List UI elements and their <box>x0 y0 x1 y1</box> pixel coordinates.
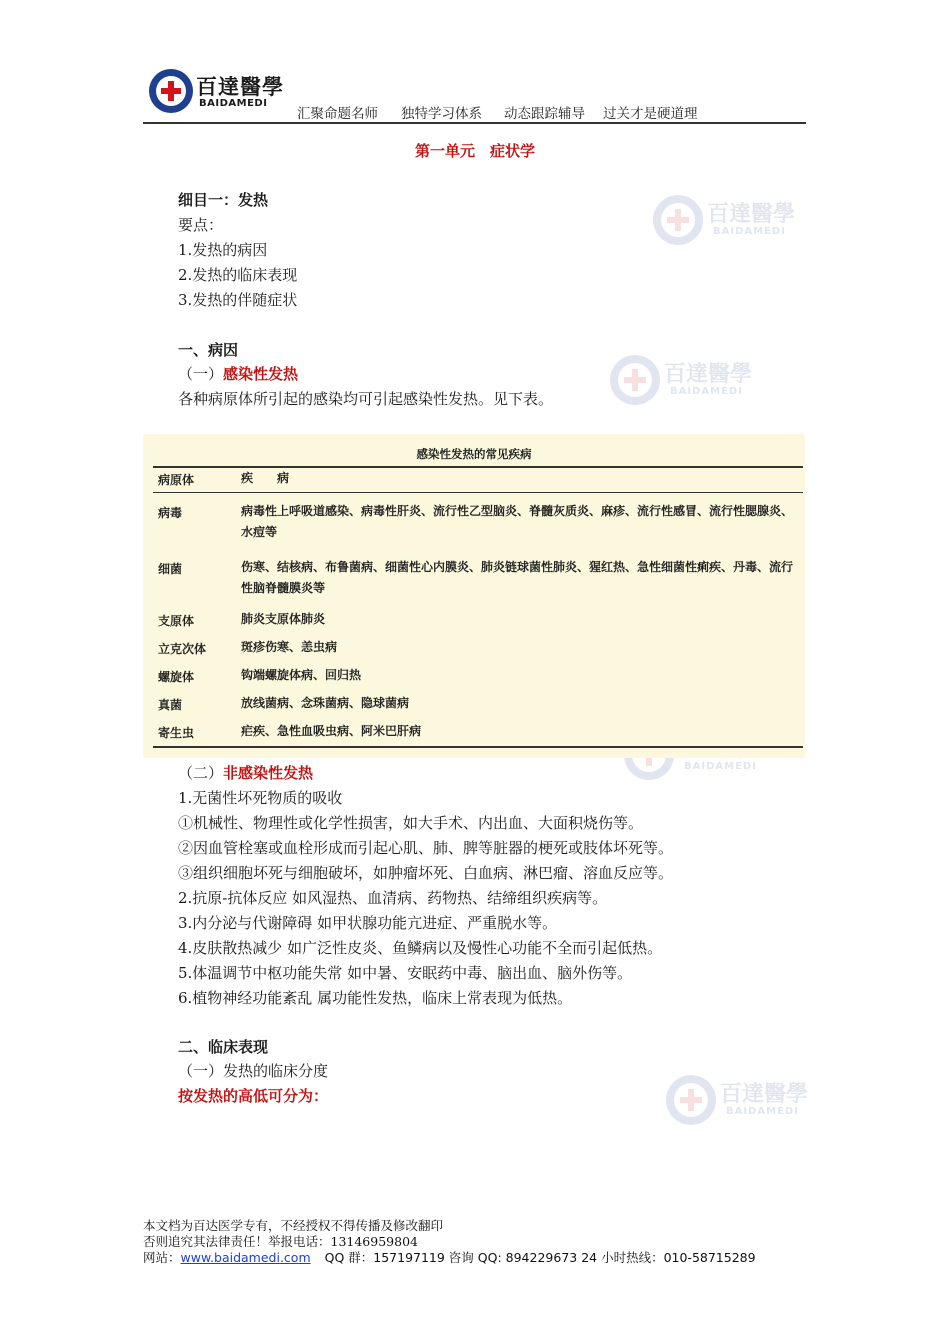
noninfectious-item: ①机械性、物理性或化学性损害，如大手术、内出血、大面积烧伤等。 <box>178 814 644 832</box>
clinical-subheading: （一）发热的临床分度 <box>178 1062 329 1080</box>
infectious-label: 感染性发热 <box>223 365 299 383</box>
noninfectious-item: 3.内分泌与代谢障碍 如甲状腺功能亢进症、严重脱水等。 <box>178 914 558 932</box>
key-points-label: 要点： <box>178 216 224 234</box>
slogan-1: 汇聚命题名师 <box>297 106 378 122</box>
footer-warning: 否则追究其法律责任！举报电话：13146959804 <box>143 1234 418 1249</box>
header-divider <box>143 122 806 124</box>
noninfectious-item: ②因血管栓塞或血栓形成而引起心肌、肺、脾等脏器的梗死或肢体坏死等。 <box>178 839 674 857</box>
table-cell-pathogen: 螺旋体 <box>158 670 195 684</box>
noninfectious-item: 5.体温调节中枢功能失常 如中暑、安眠药中毒、脑出血、脑外伤等。 <box>178 964 633 982</box>
table-title: 感染性发热的常见疾病 <box>416 447 532 461</box>
slogan-3: 动态跟踪辅导 <box>504 106 585 122</box>
noninfectious-item: 2.抗原-抗体反应 如风湿热、血清病、药物热、结缔组织疾病等。 <box>178 889 608 907</box>
infectious-text: 各种病原体所引起的感染均可引起感染性发热。见下表。 <box>178 390 554 408</box>
noninfectious-item: 6.植物神经功能紊乱 属功能性发热，临床上常表现为低热。 <box>178 989 573 1007</box>
table-cell-pathogen: 寄生虫 <box>158 726 195 740</box>
table-cell-disease: 钩端螺旋体病、回归热 <box>241 668 362 682</box>
table-cell-pathogen: 病毒 <box>158 506 183 520</box>
unit-title: 第一单元 症状学 <box>414 142 535 160</box>
noninfectious-subheading: （二）非感染性发热 <box>178 764 314 782</box>
logo-text: 百達醫學 <box>196 74 284 99</box>
table-cell-disease: 放线菌病、念珠菌病、隐球菌病 <box>241 696 410 710</box>
noninfectious-item: ③组织细胞坏死与细胞破坏，如肿瘤坏死、白血病、淋巴瘤、溶血反应等。 <box>178 864 674 882</box>
table-cell-pathogen: 支原体 <box>158 614 195 628</box>
key-point: 1.发热的病因 <box>178 241 268 259</box>
table-cell-disease: 伤寒、结核病、布鲁菌病、细菌性心内膜炎、肺炎链球菌性肺炎、猩红热、急性细菌性痢疾、丹毒、流行性脑脊髓膜炎等 <box>241 560 794 595</box>
table-cell-disease: 病毒性上呼吸道感染、病毒性肝炎、流行性乙型脑炎、脊髓灰质炎、麻疹、流行性感冒、流行性腮腺炎、水痘等 <box>241 504 794 539</box>
footer-contact: 网站：www.baidamedi.com QQ 群：157197119 咨询 QQ: 894229673 24 小时热线：010-58715289 <box>143 1250 756 1265</box>
key-point: 2.发热的临床表现 <box>178 266 298 284</box>
slogan-2: 独特学习体系 <box>401 106 482 122</box>
table-cell-disease: 斑疹伤寒、恙虫病 <box>241 640 338 654</box>
noninfectious-item: 4.皮肤散热减少 如广泛性皮炎、鱼鳞病以及慢性心功能不全而引起低热。 <box>178 939 663 957</box>
noninfectious-item: 1.无菌性坏死物质的吸收 <box>178 789 343 807</box>
item-heading: 细目一：发热 <box>178 191 269 209</box>
table-cell-pathogen: 立克次体 <box>158 642 207 656</box>
logo-subtext: BAIDAMEDI <box>199 98 268 109</box>
table-header-pathogen: 病原体 <box>158 473 195 487</box>
noninfectious-label: 非感染性发热 <box>223 764 314 782</box>
table-cell-pathogen: 真菌 <box>158 698 183 712</box>
table-cell-disease: 疟疾、急性血吸虫病、阿米巴肝病 <box>241 724 422 738</box>
infectious-subheading: （一）感染性发热 <box>178 365 299 383</box>
table-rule-header <box>153 492 803 493</box>
clinical-heading: 二、临床表现 <box>178 1038 269 1056</box>
table-cell-disease: 肺炎支原体肺炎 <box>241 612 326 626</box>
website-link[interactable]: www.baidamedi.com <box>180 1250 311 1265</box>
key-point: 3.发热的伴随症状 <box>178 291 298 309</box>
cause-heading: 一、病因 <box>178 341 239 359</box>
slogan-4: 过关才是硬道理 <box>603 106 698 122</box>
table-cell-pathogen: 细菌 <box>158 562 183 576</box>
clinical-note: 按发热的高低可分为： <box>178 1087 329 1105</box>
footer-copyright: 本文档为百达医学专有，不经授权不得传播及修改翻印 <box>143 1218 444 1233</box>
logo-emblem <box>149 69 193 113</box>
table-rule-bottom <box>153 746 803 748</box>
infectious-disease-table <box>143 434 805 758</box>
table-header-disease: 疾 病 <box>241 471 290 485</box>
